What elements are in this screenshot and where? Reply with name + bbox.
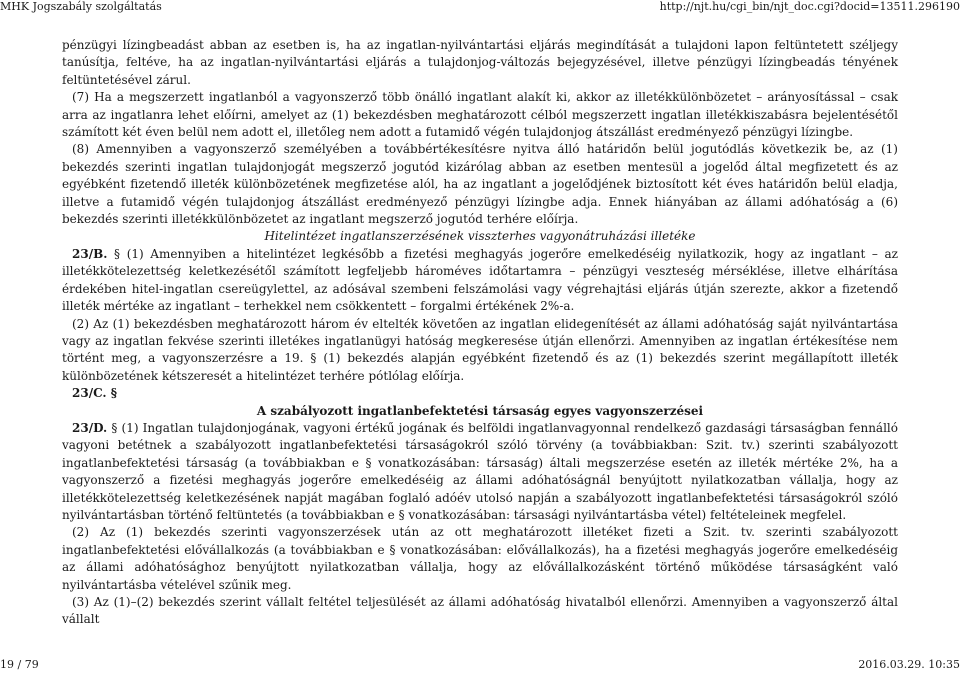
paragraph-8: (8) Amennyiben a vagyonszerző személyében a továbbértékesítésre nyitva álló határidőn belül jogutódlás következik be, az (1) bekezdés szerinti ingatlan tulajdonjogát megszerző jogutód kizárólag abban az esetben mentesül a jogelőd által megfizetett és az egyébként fizetendő illeték különbözetének megfizetése alól, ha az ingatlant a jogelődjének biztosított két éves határidőn belül eladja, illetve a futamidő végén tulajdonjog átszállást eredményező pénzügyi lízingbe adja. Ennek hiányában az állami adóhatóság a (6) bekezdés szerinti illetékkülönbözetet az ingatlant megszerző jogutód terhére előírja. [62, 142, 898, 227]
section-23d-text-1: (1) Ingatlan tulajdonjogának, vagyoni értékű jogának és belföldi ingatlanvagyonnal rendelkező gazdasági társaságban fennálló vagyoni betétnek a szabályozott ingatlanbefektetési társaságokról szóló törvény (a továbbiakban: Szit. tv.) szerinti szabályozott ingatlanbefektetési társaság (a továbbiakban e § vonatkozásában: társaság) általi megszerzése esetén az illeték mértéke 2%, ha a vagyonszerző a fizetési meghagyás jogerőre emelkedéséig az állami adóhatóságnál benyújtott nyilatkozatban vállalja, hogy az illetékkötelezettség keletkezésének napját magában foglaló adóév utolsó napján a szabályozott ingatlanbefektetési társaságokról szóló nyilvántartásban történő feltüntetés (a továbbiakban e § vonatkozásában: társasági nyilvántartásba vétel) feltételeinek megfelel. [62, 420, 898, 522]
section-23b-paragraph-2: (2) Az (1) bekezdésben meghatározott három év eltelték követően az ingatlan elidegenítését az állami adóhatóság saját nyilvántartása vagy az ingatlan fekvése szerinti illetékes ingatlanügyi hatóság megkeresése útján ellenőrzi. Amennyiben az ingatlan értékesítése nem történt meg, a vagyonszerzésre a 19. § (1) bekezdés alapján egyébként fizetendő és az (1) bekezdés szerint megállapított illeték különbözetének kétszeresét a hitelintézet terhére pótlólag előírja. [62, 316, 898, 383]
page-number: 19 / 79 [0, 658, 39, 671]
section-sign: § [111, 420, 118, 435]
section-title-szit: A szabályozott ingatlanbefektetési társaság egyes vagyonszerzései [256, 403, 704, 418]
document-body [62, 37, 898, 629]
section-title-hitelintezet: Hitelintézet ingatlanszerzésének visszterhes vagyonátruházási illetéke [264, 229, 696, 244]
print-timestamp: 2016.03.29. 10:35 [858, 658, 960, 671]
page-header [0, 0, 960, 16]
section-23d-paragraph-1 [62, 420, 898, 524]
section-23d-paragraph-2: (2) Az (1) bekezdés szerinti vagyonszerzések után az ott meghatározott illetéket fizeti a Szit. tv. szerinti szabályozott ingatlanbefektetési elővállalkozás (a továbbiakban e § vonatkozásában: elővállalkozás), ha a fizetési meghagyás jogerőre emelkedéséig az állami adóhatósághoz benyújtott nyilatkozatban vállalja, hogy az elővállalkozásként történő működése társaságként való nyilvántartásba vételével szűnik meg. [62, 525, 898, 592]
paragraph-continuation: pénzügyi lízingbeadást abban az esetben is, ha az ingatlan-nyilvántartási eljárás megindítását a tulajdoni lapon feltüntetett széljegy tanúsítja, feltéve, ha az ingatlan-nyilvántartási eljárás a tulajdonjog-változás bejegyzésével, illetve pénzügyi lízingbeadás tényének feltüntetésével zárul. [62, 38, 898, 87]
section-23c: 23/C. § [72, 386, 118, 401]
section-23b-paragraph-1 [62, 246, 898, 316]
section-number-23b: 23/B. [72, 246, 108, 261]
section-23b-text-1: (1) Amennyiben a hitelintézet legkésőbb a fizetési meghagyás jogerőre emelkedéséig nyilatkozik, hogy az ingatlant – az illetékkötelezettség keletkezésétől számított legfeljebb hároméves időtartamra – pénzügyi veszteség mérséklése, illetve elhárítása érdekében hitel-ingatlan csereügylettel, az adósával szembeni felszámolási vagy végrehajtási eljárás útján szerezte, akkor a fizetendő illeték mértéke az ingatlant – terhekkel nem csökkentett – forgalmi értékének 2%-a. [62, 246, 898, 314]
header-source: MHK Jogszabály szolgáltatás [0, 0, 162, 13]
page-footer [0, 658, 960, 674]
section-23d-paragraph-3: (3) Az (1)–(2) bekezdés szerint vállalt feltétel teljesülését az állami adóhatóság hivatalból ellenőrzi. Amennyiben a vagyonszerző által vállalt [62, 595, 898, 627]
paragraph-7: (7) Ha a megszerzett ingatlanból a vagyonszerző több önálló ingatlant alakít ki, akkor az illetékkülönbözetet – arányosítással – csak arra az ingatlanra lehet előírni, amelyet az (1) bekezdésben meghatározott célból megszerzett ingatlan illetékkiszabásra bejelentésétől számított két éven belül nem adott el, illetőleg nem adott a futamidő végén tulajdonjog átszállást eredményező pénzügyi lízingbe. [62, 90, 898, 140]
header-url[interactable]: http://njt.hu/cgi_bin/njt_doc.cgi?docid=13511.296190 [659, 0, 960, 13]
section-sign: § [114, 246, 121, 261]
section-number-23d: 23/D. [72, 420, 108, 435]
